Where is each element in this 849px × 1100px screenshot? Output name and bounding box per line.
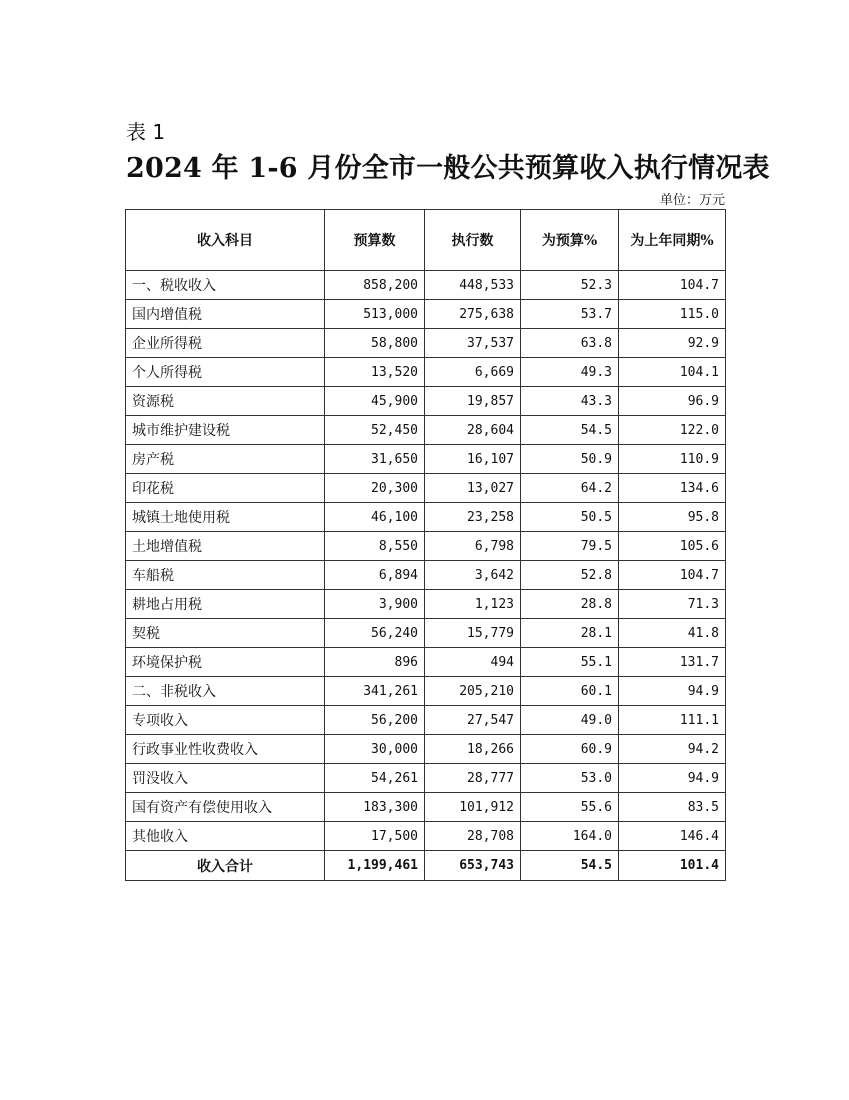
cell-actual: 28,604: [425, 416, 521, 445]
cell-actual: 16,107: [425, 445, 521, 474]
cell-actual: 205,210: [425, 677, 521, 706]
cell-pct-budget: 60.9: [521, 735, 619, 764]
cell-pct-last-year: 105.6: [619, 532, 726, 561]
cell-pct-last-year: 41.8: [619, 619, 726, 648]
unit-note: 单位：万元: [659, 193, 725, 208]
cell-item: 城市维护建设税: [126, 416, 325, 445]
table-row: [126, 358, 726, 387]
cell-pct-last-year: 95.8: [619, 503, 726, 532]
table-row: [126, 619, 726, 648]
cell-budget: 13,520: [325, 358, 425, 387]
cell-pct-budget: 55.1: [521, 648, 619, 677]
cell-item: 罚没收入: [126, 764, 325, 793]
cell-pct-last-year: 134.6: [619, 474, 726, 503]
cell-budget: 20,300: [325, 474, 425, 503]
cell-item: 其他收入: [126, 822, 325, 851]
cell-budget: 183,300: [325, 793, 425, 822]
table-row: [126, 474, 726, 503]
cell-pct-budget: 60.1: [521, 677, 619, 706]
table-row: [126, 822, 726, 851]
cell-pct-last-year: 122.0: [619, 416, 726, 445]
cell-budget: 56,200: [325, 706, 425, 735]
table-row: [126, 735, 726, 764]
cell-actual: 13,027: [425, 474, 521, 503]
cell-item: 土地增值税: [126, 532, 325, 561]
cell-pct-last-year: 94.9: [619, 677, 726, 706]
table-row: [126, 590, 726, 619]
cell-item: 城镇土地使用税: [126, 503, 325, 532]
table-row: [126, 416, 726, 445]
cell-pct-budget: 28.1: [521, 619, 619, 648]
cell-item: 印花税: [126, 474, 325, 503]
table-row: [126, 764, 726, 793]
cell-budget: 52,450: [325, 416, 425, 445]
cell-pct-budget: 50.9: [521, 445, 619, 474]
cell-actual: 3,642: [425, 561, 521, 590]
table-row: [126, 706, 726, 735]
cell-item: 企业所得税: [126, 329, 325, 358]
cell-actual: 494: [425, 648, 521, 677]
cell-actual: 28,777: [425, 764, 521, 793]
header-item: 收入科目: [126, 210, 325, 271]
cell-pct-last-year: 131.7: [619, 648, 726, 677]
cell-budget: 45,900: [325, 387, 425, 416]
cell-actual: 275,638: [425, 300, 521, 329]
cell-pct-last-year: 104.7: [619, 561, 726, 590]
cell-item: 耕地占用税: [126, 590, 325, 619]
cell-item: 一、税收收入: [126, 271, 325, 300]
table-header-row: [126, 210, 726, 271]
cell-actual: 1,123: [425, 590, 521, 619]
cell-item: 二、非税收入: [126, 677, 325, 706]
table-body: [126, 271, 726, 881]
cell-budget: 31,650: [325, 445, 425, 474]
cell-pct-last-year: 83.5: [619, 793, 726, 822]
cell-pct-budget: 79.5: [521, 532, 619, 561]
cell-budget: 17,500: [325, 822, 425, 851]
cell-item: 资源税: [126, 387, 325, 416]
cell-pct-last-year: 110.9: [619, 445, 726, 474]
cell-pct-last-year: 111.1: [619, 706, 726, 735]
cell-item: 环境保护税: [126, 648, 325, 677]
table-row: [126, 271, 726, 300]
table-row: [126, 793, 726, 822]
cell-pct-budget: 50.5: [521, 503, 619, 532]
cell-budget: 896: [325, 648, 425, 677]
header-budget: 预算数: [325, 210, 425, 271]
cell-actual: 101,912: [425, 793, 521, 822]
table-row: [126, 503, 726, 532]
cell-pct-last-year: 71.3: [619, 590, 726, 619]
cell-item: 车船税: [126, 561, 325, 590]
cell-pct-budget: 54.5: [521, 851, 619, 881]
cell-actual: 28,708: [425, 822, 521, 851]
cell-pct-budget: 53.7: [521, 300, 619, 329]
cell-item: 国内增值税: [126, 300, 325, 329]
cell-item: 国有资产有偿使用收入: [126, 793, 325, 822]
cell-actual: 448,533: [425, 271, 521, 300]
cell-pct-last-year: 146.4: [619, 822, 726, 851]
table-row: [126, 387, 726, 416]
cell-budget: 8,550: [325, 532, 425, 561]
cell-pct-last-year: 94.2: [619, 735, 726, 764]
cell-pct-budget: 164.0: [521, 822, 619, 851]
total-row: [126, 851, 726, 881]
table-row: [126, 561, 726, 590]
table-row: [126, 648, 726, 677]
cell-actual: 19,857: [425, 387, 521, 416]
cell-actual: 653,743: [425, 851, 521, 881]
cell-pct-budget: 49.0: [521, 706, 619, 735]
cell-pct-budget: 53.0: [521, 764, 619, 793]
table-label: 表 1: [126, 120, 166, 144]
cell-budget: 858,200: [325, 271, 425, 300]
cell-pct-budget: 64.2: [521, 474, 619, 503]
cell-pct-budget: 54.5: [521, 416, 619, 445]
cell-budget: 513,000: [325, 300, 425, 329]
cell-actual: 15,779: [425, 619, 521, 648]
cell-pct-budget: 63.8: [521, 329, 619, 358]
cell-item: 行政事业性收费收入: [126, 735, 325, 764]
cell-actual: 6,669: [425, 358, 521, 387]
cell-pct-last-year: 115.0: [619, 300, 726, 329]
cell-budget: 341,261: [325, 677, 425, 706]
cell-budget: 3,900: [325, 590, 425, 619]
cell-budget: 56,240: [325, 619, 425, 648]
cell-actual: 37,537: [425, 329, 521, 358]
cell-item: 契税: [126, 619, 325, 648]
table-row: [126, 329, 726, 358]
cell-budget: 54,261: [325, 764, 425, 793]
cell-item: 专项收入: [126, 706, 325, 735]
cell-actual: 18,266: [425, 735, 521, 764]
cell-budget: 6,894: [325, 561, 425, 590]
cell-item: 房产税: [126, 445, 325, 474]
cell-pct-budget: 49.3: [521, 358, 619, 387]
cell-pct-last-year: 104.7: [619, 271, 726, 300]
cell-pct-budget: 43.3: [521, 387, 619, 416]
cell-budget: 46,100: [325, 503, 425, 532]
table-row: [126, 445, 726, 474]
revenue-table: [125, 209, 726, 881]
cell-pct-last-year: 94.9: [619, 764, 726, 793]
cell-budget: 30,000: [325, 735, 425, 764]
cell-actual: 23,258: [425, 503, 521, 532]
table-row: [126, 300, 726, 329]
header-pct-last-year: 为上年同期%: [619, 210, 726, 271]
header-actual: 执行数: [425, 210, 521, 271]
cell-actual: 6,798: [425, 532, 521, 561]
cell-pct-last-year: 92.9: [619, 329, 726, 358]
cell-pct-last-year: 104.1: [619, 358, 726, 387]
page-title: 2024 年 1-6 月份全市一般公共预算收入执行情况表: [126, 153, 770, 184]
cell-pct-last-year: 101.4: [619, 851, 726, 881]
cell-pct-budget: 28.8: [521, 590, 619, 619]
cell-pct-budget: 52.8: [521, 561, 619, 590]
cell-budget: 58,800: [325, 329, 425, 358]
cell-budget: 1,199,461: [325, 851, 425, 881]
cell-pct-last-year: 96.9: [619, 387, 726, 416]
cell-pct-budget: 55.6: [521, 793, 619, 822]
table-row: [126, 532, 726, 561]
cell-item: 个人所得税: [126, 358, 325, 387]
table-row: [126, 677, 726, 706]
cell-item: 收入合计: [126, 851, 325, 881]
cell-pct-budget: 52.3: [521, 271, 619, 300]
header-pct-budget: 为预算%: [521, 210, 619, 271]
cell-actual: 27,547: [425, 706, 521, 735]
